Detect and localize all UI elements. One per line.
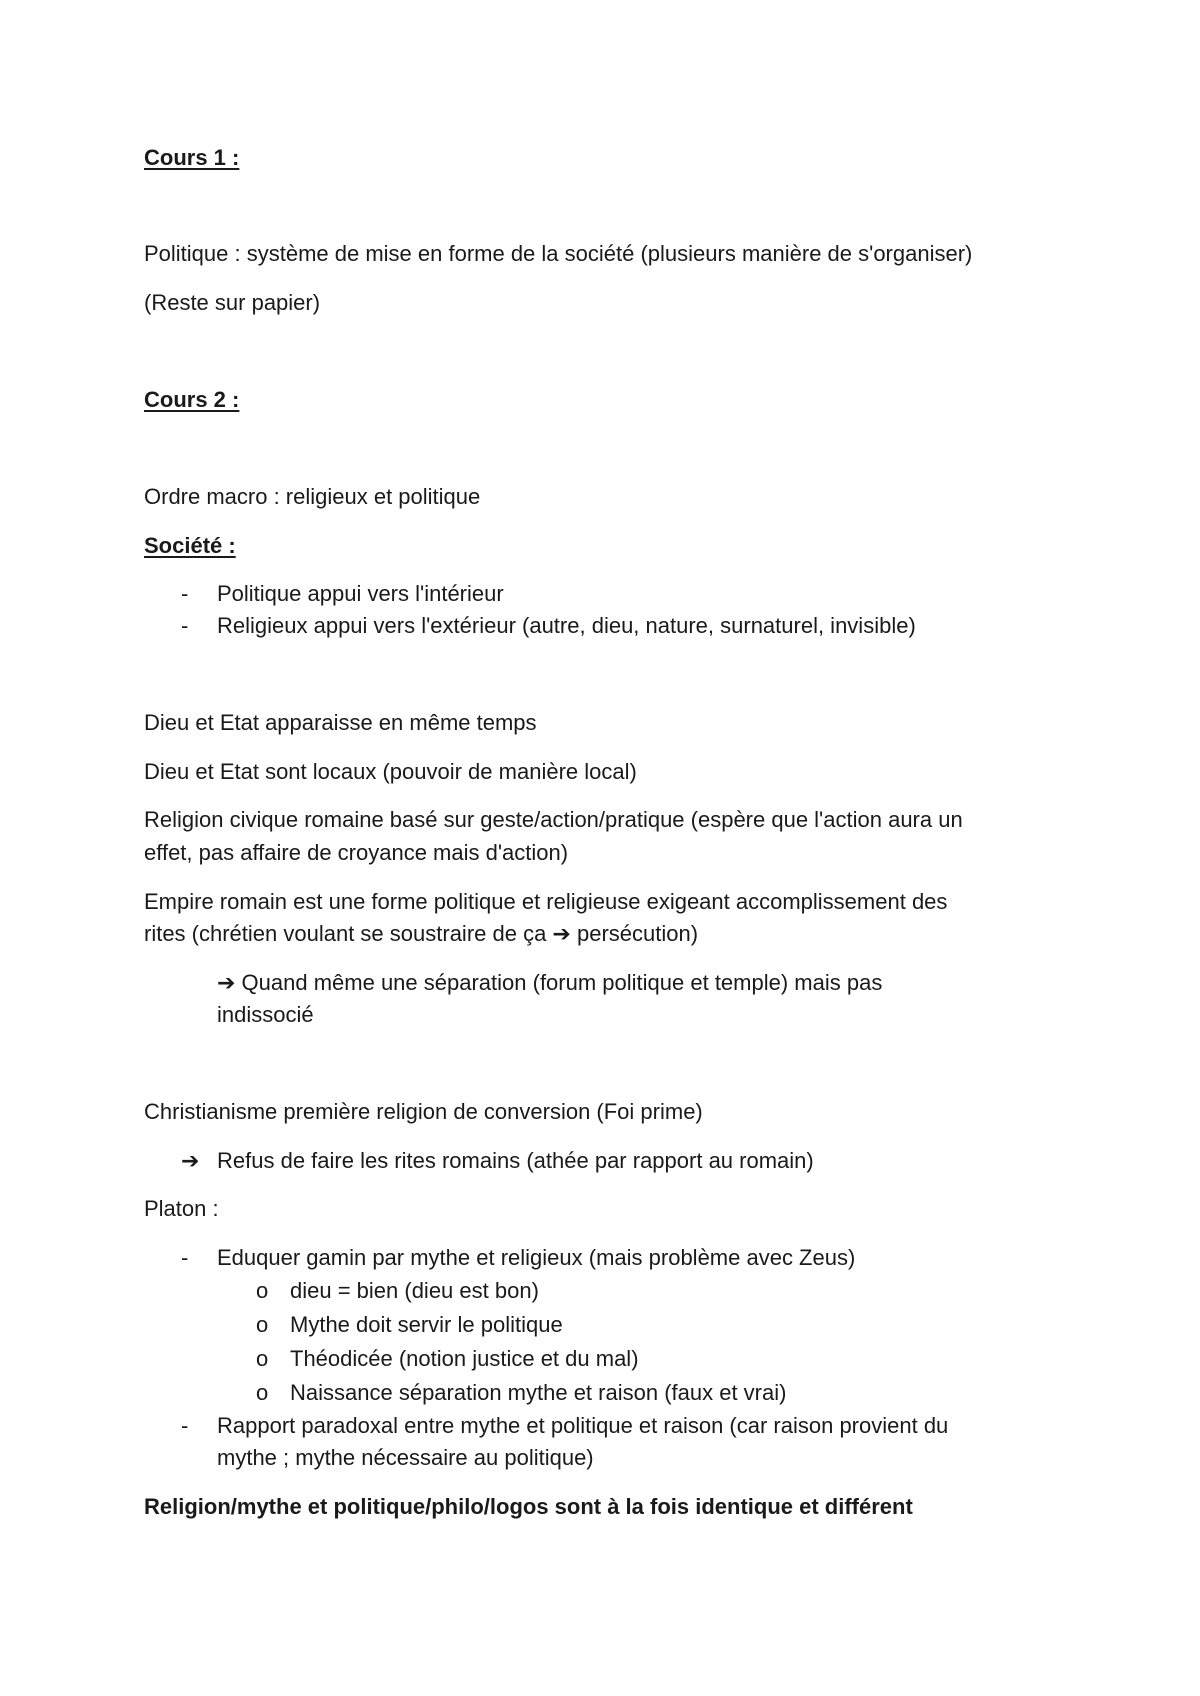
empire-line-2-end: persécution) (570, 921, 699, 946)
societe-bullet-2: Religieux appui vers l'extérieur (autre, dieu, nature, surnaturel, invisible) (217, 613, 916, 638)
empire-line-2-text: rites (chrétien voulant se soustraire de ça (144, 921, 553, 946)
refus-line: Refus de faire les rites romains (athée par rapport au romain) (217, 1148, 814, 1173)
arrow-icon: ➔ (181, 1148, 200, 1173)
ordre-macro-line: Ordre macro : religieux et politique (144, 484, 481, 509)
religion-civique-line-2: effet, pas affaire de croyance mais d'action) (144, 840, 569, 865)
platon-bullet-2-line-2: mythe ; mythe nécessaire au politique) (217, 1445, 594, 1470)
cours1-line-1: Politique : système de mise en forme de la société (plusieurs manière de s'organiser) (144, 241, 973, 266)
quand-meme-text: Quand même une séparation (forum politique et temple) mais pas (235, 970, 883, 995)
arrow-icon: ➔ (552, 921, 571, 946)
bullet-circle: o (256, 1312, 269, 1337)
cours1-heading: Cours 1 : (144, 145, 240, 170)
arrow-icon: ➔ (217, 970, 236, 995)
bullet-circle: o (256, 1380, 269, 1405)
cours2-heading: Cours 2 : (144, 387, 240, 412)
empire-line-2 (144, 918, 698, 950)
societe-heading: Société : (144, 533, 236, 558)
platon-sub-1: dieu = bien (dieu est bon) (290, 1278, 539, 1303)
quand-meme-line-1 (217, 967, 882, 999)
religion-civique-line-1: Religion civique romaine basé sur geste/action/pratique (espère que l'action aura un (144, 807, 963, 832)
bullet-dash: - (181, 1413, 189, 1438)
bullet-dash: - (181, 613, 189, 638)
platon-heading: Platon : (144, 1196, 219, 1221)
cours1-line-2: (Reste sur papier) (144, 290, 321, 315)
platon-bullet-2-line-1: Rapport paradoxal entre mythe et politique et raison (car raison provient du (217, 1413, 949, 1438)
bullet-dash: - (181, 1245, 189, 1270)
quand-meme-line-2: indissocié (217, 1002, 314, 1027)
bullet-circle: o (256, 1346, 269, 1371)
dieu-line-2: Dieu et Etat sont locaux (pouvoir de manière local) (144, 759, 637, 784)
christianisme-line: Christianisme première religion de conversion (Foi prime) (144, 1099, 703, 1124)
platon-sub-3: Théodicée (notion justice et du mal) (290, 1346, 639, 1371)
bullet-circle: o (256, 1278, 269, 1303)
platon-sub-4: Naissance séparation mythe et raison (faux et vrai) (290, 1380, 787, 1405)
societe-bullet-1: Politique appui vers l'intérieur (217, 581, 504, 606)
bullet-dash: - (181, 581, 189, 606)
conclusion-line: Religion/mythe et politique/philo/logos sont à la fois identique et différent (144, 1494, 913, 1519)
platon-sub-2: Mythe doit servir le politique (290, 1312, 563, 1337)
platon-bullet-1: Eduquer gamin par mythe et religieux (mais problème avec Zeus) (217, 1245, 856, 1270)
dieu-line-1: Dieu et Etat apparaisse en même temps (144, 710, 537, 735)
empire-line-1: Empire romain est une forme politique et religieuse exigeant accomplissement des (144, 889, 948, 914)
